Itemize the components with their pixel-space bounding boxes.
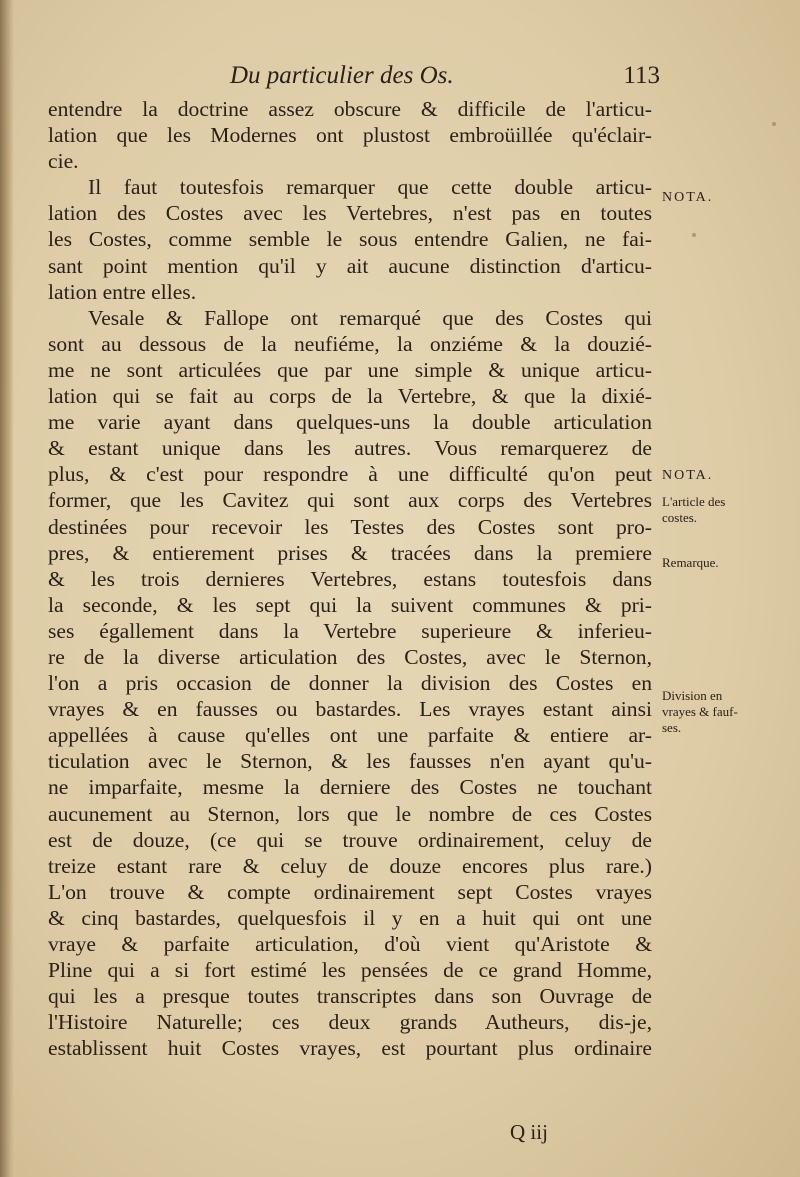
text-line: me ne sont articulées que par une simple & unique articu-: [48, 357, 652, 382]
signature-mark: Q iij: [510, 1120, 548, 1144]
running-head: Du particulier des Os.: [230, 62, 454, 89]
margin-note-division: [662, 688, 738, 736]
text-line: lation entre elles.: [48, 279, 197, 304]
text-line: & cinq bastardes, quelquesfois il y en a huit qui ont une: [48, 905, 652, 930]
paper-speck: [772, 122, 776, 126]
text-line: former, que les Cavitez qui sont aux corps des Vertebres: [48, 488, 652, 513]
text-line: destinées pour recevoir les Testes des Costes sont pro-: [48, 514, 652, 539]
text-line: me varie ayant dans quelques-uns la double articulation: [48, 410, 652, 435]
text-line: Vesale & Fallope ont remarqué que des Costes qui: [88, 305, 652, 330]
text-line: vraye & parfaite articulation, d'où vient qu'Aristote &: [48, 932, 652, 956]
text-line: entendre la doctrine assez obscure & difficile de l'articu-: [48, 97, 652, 121]
text-line: pres, & entierement prises & tracées dans la premiere: [48, 540, 652, 565]
text-line: lation des Costes avec les Vertebres, n'est pas en toutes: [48, 201, 652, 226]
text-line: & les trois dernieres Vertebres, estans toutesfois dans: [48, 566, 652, 591]
text-line: sant point mention qu'il y ait aucune distinction d'articu-: [48, 253, 652, 278]
margin-note-line: L'article des: [662, 494, 726, 509]
text-line: l'Histoire Naturelle; ces deux grands Autheurs, dis-je,: [48, 1010, 652, 1035]
margin-note-nota: NOTA.: [662, 190, 714, 205]
margin-note-line: ses.: [662, 720, 682, 735]
paper-speck: [692, 233, 696, 237]
text-line: ne imparfaite, mesme la derniere des Costes ne touchant: [48, 775, 652, 800]
text-line: ticulation avec le Sternon, & les fausses n'en ayant qu'u-: [48, 749, 652, 774]
text-line: ses égallement dans la Vertebre superieure & inferieu-: [48, 618, 652, 643]
text-line: cie.: [48, 149, 79, 174]
text-line: est de douze, (ce qui se trouve ordinairement, celuy de: [48, 827, 652, 852]
text-line: plus, & c'est pour respondre à une difficulté qu'on peut: [48, 462, 652, 487]
text-line: Pline qui a si fort estimé les pensées de ce grand Homme,: [48, 958, 652, 983]
text-line: lation que les Modernes ont plustost embroüillée qu'éclair-: [48, 123, 652, 148]
text-line: lation qui se fait au corps de la Vertebre, & que la dixié-: [48, 384, 652, 409]
text-line: appellées à cause qu'elles ont une parfaite & entiere ar-: [48, 723, 652, 748]
text-line: la seconde, & les sept qui la suivent communes & pri-: [48, 592, 652, 617]
margin-note-line: Division en: [662, 688, 723, 703]
text-line: treize estant rare & celuy de douze encores plus rare.): [48, 853, 652, 878]
margin-note-line: vrayes & fauf-: [662, 704, 738, 719]
text-line: les Costes, comme semble le sous entendre Galien, ne fai-: [48, 227, 652, 252]
text-line: establissent huit Costes vrayes, est pourtant plus ordinaire: [48, 1036, 652, 1061]
page-gutter: [0, 0, 14, 1177]
text-line: Il faut toutesfois remarquer que cette double articu-: [88, 175, 652, 200]
text-line: re de la diverse articulation des Costes, avec le Sternon,: [48, 644, 652, 669]
page-header: [230, 62, 660, 98]
text-line: vrayes & en fausses ou bastardes. Les vrayes estant ainsi: [48, 697, 652, 722]
text-line: sont au dessous de la neufiéme, la onziéme & la douzié-: [48, 331, 652, 356]
page-number: 113: [623, 62, 660, 89]
text-line: & estant unique dans les autres. Vous remarquerez de: [48, 436, 652, 461]
text-line: aucunement au Sternon, lors que le nombre de ces Costes: [48, 801, 652, 826]
margin-note-article: [662, 494, 725, 526]
margin-note-line: costes.: [662, 510, 698, 525]
text-line: l'on a pris occasion de donner la division des Costes en: [48, 671, 652, 696]
text-line: qui les a presque toutes transcriptes dans son Ouvrage de: [48, 984, 652, 1009]
margin-note-nota: NOTA.: [662, 468, 714, 483]
text-line: L'on trouve & compte ordinairement sept Costes vrayes: [48, 879, 652, 904]
body-text: [48, 96, 652, 1061]
margin-note-remarque: Remarque.: [662, 555, 719, 570]
